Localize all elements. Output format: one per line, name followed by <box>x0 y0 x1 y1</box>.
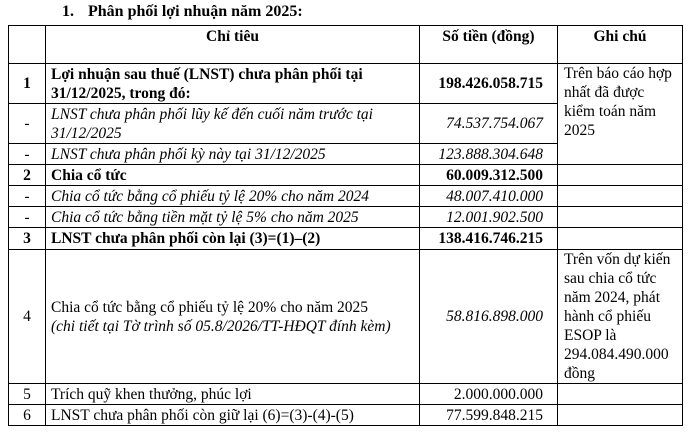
row-item: Lợi nhuận sau thuế (LNST) chưa phân phối tại 31/12/2025, trong đó: <box>46 64 420 104</box>
empty-note-cell <box>558 207 683 228</box>
table-row <box>9 228 683 250</box>
header-item: Chỉ tiêu <box>46 26 420 64</box>
row-index: 3 <box>9 228 46 250</box>
row-index: - <box>9 104 46 144</box>
section-title: Phân phối lợi nhuận năm 2025: <box>88 3 303 20</box>
row-item: Chia cổ tức <box>46 165 420 186</box>
empty-note-cell <box>558 228 683 250</box>
row-item: Chia cổ tức bằng cổ phiếu tỷ lệ 20% cho năm 2025 <box>51 298 369 316</box>
row-index: - <box>9 144 46 165</box>
row-index: 6 <box>9 405 46 426</box>
table-row <box>9 250 683 384</box>
row-index: 5 <box>9 384 46 405</box>
row-item: LNST chưa phân phối còn giữ lại (6)=(3)-(4)-(5) <box>46 405 420 426</box>
header-note: Ghi chú <box>558 26 683 64</box>
row-index: 1 <box>9 64 46 104</box>
row-item-cell <box>46 250 420 384</box>
profit-distribution-table <box>8 25 683 426</box>
section-number: 1. <box>62 3 74 20</box>
row-amount: 138.416.746.215 <box>420 228 558 250</box>
row-item: LNST chưa phân phối kỳ này tại 31/12/2025 <box>46 144 420 165</box>
row-amount: 12.001.902.500 <box>420 207 558 228</box>
row-item-sub: (chi tiết tại Tờ trình số 05.8/2026/TT-HĐQT đính kèm) <box>51 317 391 335</box>
table-row <box>9 405 683 426</box>
table-row <box>9 186 683 207</box>
row-item: LNST chưa phân phối lũy kế đến cuối năm trước tại 31/12/2025 <box>46 104 420 144</box>
table-row <box>9 207 683 228</box>
row-amount: 58.816.898.000 <box>420 250 558 384</box>
row-item: Chia cổ tức bằng cổ phiếu tỷ lệ 20% cho năm 2024 <box>46 186 420 207</box>
row-index: - <box>9 186 46 207</box>
row-amount: 74.537.754.067 <box>420 104 558 144</box>
table-row <box>9 384 683 405</box>
empty-note-cell <box>558 165 683 186</box>
table-row <box>9 165 683 186</box>
row-amount: 123.888.304.648 <box>420 144 558 165</box>
note-cell: Trên báo cáo hợp nhất đã được kiểm toán năm 2025 <box>558 64 683 165</box>
table-header-row <box>9 26 683 64</box>
row-index: 2 <box>9 165 46 186</box>
empty-note-cell <box>558 405 683 426</box>
row-amount: 60.009.312.500 <box>420 165 558 186</box>
row-item: LNST chưa phân phối còn lại (3)=(1)–(2) <box>46 228 420 250</box>
section-heading <box>62 3 303 21</box>
note-cell: Trên vốn dự kiến sau chia cổ tức năm 2024, phát hành cổ phiếu ESOP là 294.084.490.000 đồng <box>558 250 683 384</box>
table-row <box>9 64 683 104</box>
header-index <box>9 26 46 64</box>
row-amount: 77.599.848.215 <box>420 405 558 426</box>
row-index: 4 <box>9 250 46 384</box>
row-item: Trích quỹ khen thưởng, phúc lợi <box>46 384 420 405</box>
row-amount: 2.000.000.000 <box>420 384 558 405</box>
empty-note-cell <box>558 186 683 207</box>
row-item: Chia cổ tức bằng tiền mặt tỷ lệ 5% cho năm 2025 <box>46 207 420 228</box>
header-amount: Số tiền (đồng) <box>420 26 558 64</box>
empty-note-cell <box>558 384 683 405</box>
row-amount: 48.007.410.000 <box>420 186 558 207</box>
row-index: - <box>9 207 46 228</box>
row-amount: 198.426.058.715 <box>420 64 558 104</box>
